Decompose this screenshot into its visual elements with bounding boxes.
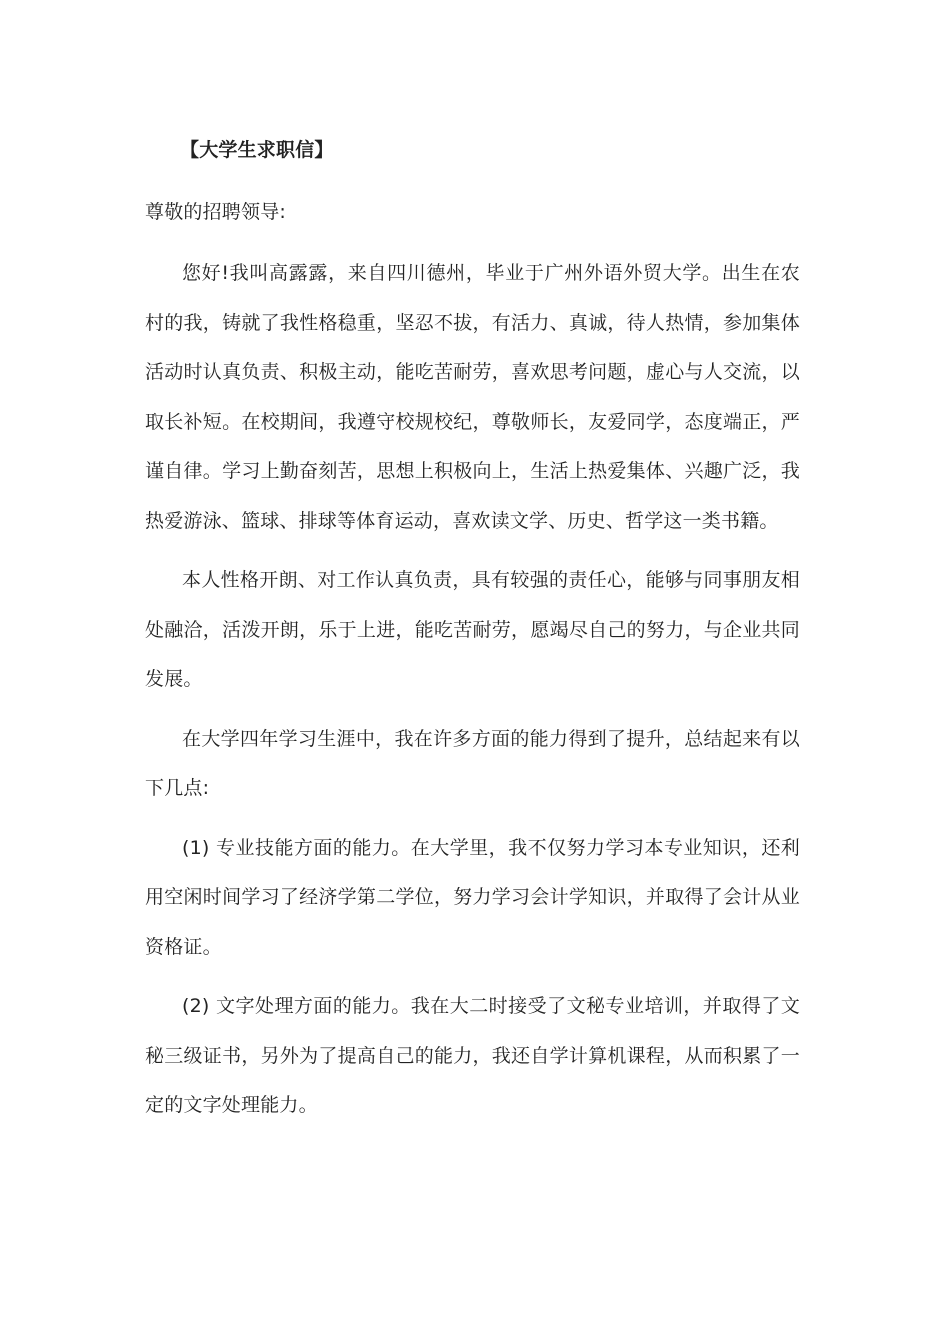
letter-title: 【大学生求职信】 — [180, 139, 334, 161]
paragraph-personality: 本人性格开朗、对工作认真负责，具有较强的责任心，能够与同事朋友相处融洽，活泼开朗，乐于上进，能吃苦耐劳，愿竭尽自己的努力，与企业共同发展。 — [145, 569, 800, 690]
letter-body — [145, 125, 800, 1141]
paragraph-introduction: 您好!我叫高露露，来自四川德州，毕业于广州外语外贸大学。出生在农村的我，铸就了我性格稳重，坚忍不拔，有活力、真诚，待人热情，参加集体活动时认真负责、积极主动，能吃苦耐劳，喜欢思考问题，虚心与人交流，以取长补短。在校期间，我遵守校规校纪，尊敬师长，友爱同学，态度端正，严谨自律。学习上勤奋刻苦，思想上积极向上，生活上热爱集体、兴趣广泛，我热爱游泳、篮球、排球等体育运动，喜欢读文学、历史、哲学这一类书籍。 — [145, 262, 800, 532]
paragraph-abilities-intro: 在大学四年学习生涯中，我在许多方面的能力得到了提升，总结起来有以下几点: — [145, 727, 800, 799]
paragraph-text-processing: (2) 文字处理方面的能力。我在大二时接受了文秘专业培训，并取得了文秘三级证书，另外为了提高自己的能力，我还自学计算机课程，从而积累了一定的文字处理能力。 — [145, 995, 800, 1116]
paragraph-professional-skills: (1) 专业技能方面的能力。在大学里，我不仅努力学习本专业知识，还利用空闲时间学习了经济学第二学位，努力学习会计学知识，并取得了会计从业资格证。 — [145, 836, 800, 958]
salutation: 尊敬的招聘领导: — [145, 201, 287, 223]
